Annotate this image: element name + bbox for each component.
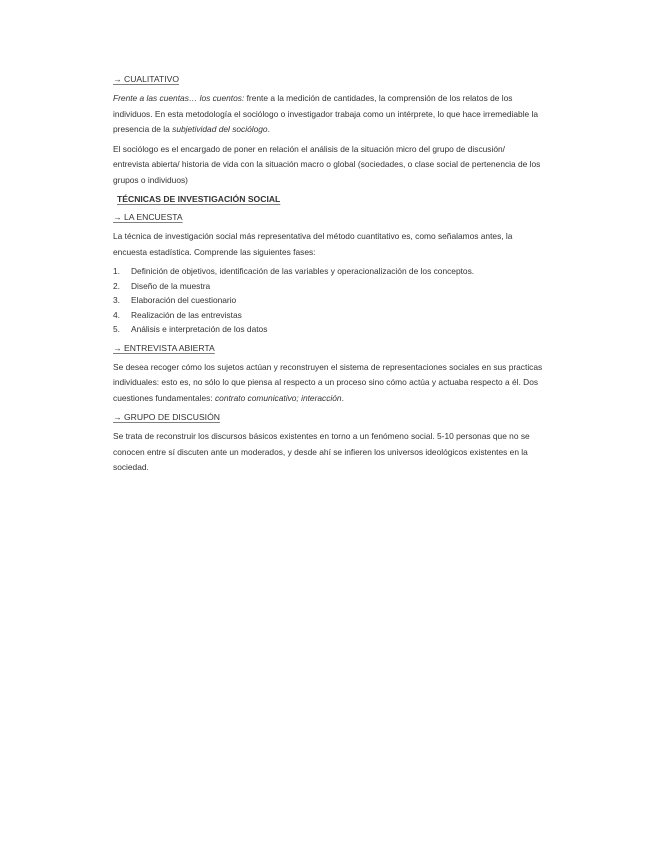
encuesta-phases-list bbox=[113, 264, 543, 337]
paragraph-encuesta-1: La técnica de investigación social más representativa del método cuantitativo es, como señalamos antes, la encuesta estadística. Comprende las siguientes fases: bbox=[113, 231, 513, 257]
paragraph-text: Se desea recoger cómo los sujetos actúan y reconstruyen el sistema de representaciones sociales en sus practicas individuales: esto es, no sólo lo que piensa al respecto a un proceso sino cómo actúa y actuaba respecto a él. Dos cuestiones fundamentales: bbox=[113, 361, 543, 403]
list-number: 4. bbox=[113, 309, 120, 320]
paragraph-text: frente a la medición de cantidades, la comprensión de los relatos de los individuos. En esta metodología el sociólogo o investigador trabaja como un intérprete, lo que hace irremediable la presencia de la bbox=[113, 93, 539, 134]
paragraph-text: . bbox=[341, 392, 344, 403]
italic-phrase: Frente a las cuentas… los cuentos: bbox=[113, 93, 245, 103]
list-text: Elaboración del cuestionario bbox=[131, 295, 237, 305]
list-text: Diseño de la muestra bbox=[131, 280, 211, 291]
list-number: 2. bbox=[113, 280, 120, 291]
list-item bbox=[113, 279, 543, 294]
list-text: Análisis e interpretación de los datos bbox=[131, 324, 268, 334]
paragraph-grupo-1: Se trata de reconstruir los discursos básicos existentes en torno a un fenómeno social. 5-10 personas que no se conocen entre sí discuten ante un moderados, y desde ahí se infieren los universos ideológicos existentes en la sociedad. bbox=[113, 431, 530, 472]
list-text: Realización de las entrevistas bbox=[131, 309, 242, 320]
list-item bbox=[113, 322, 543, 337]
section-heading-cualitativo: → CUALITATIVO bbox=[113, 74, 180, 84]
list-number: 5. bbox=[113, 324, 120, 334]
list-item bbox=[113, 308, 543, 323]
section-heading-tecnicas: TÉCNICAS DE INVESTIGACIÓN SOCIAL bbox=[117, 194, 281, 204]
list-item bbox=[113, 264, 543, 279]
section-heading-entrevista: → ENTREVISTA ABIERTA bbox=[113, 342, 215, 353]
list-number: 3. bbox=[113, 295, 120, 305]
section-heading-grupo: → GRUPO DE DISCUSIÓN bbox=[113, 412, 220, 422]
section-heading-encuesta: → LA ENCUESTA bbox=[113, 212, 183, 222]
italic-phrase: contrato comunicativo; interacción bbox=[214, 392, 342, 403]
list-text: Definición de objetivos, identificación de las variables y operacionalización de los conceptos. bbox=[131, 266, 475, 276]
paragraph-entrevista-1 bbox=[113, 360, 543, 407]
paragraph-cualitativo-2: El sociólogo es el encargado de poner en relación el análisis de la situación micro del grupo de discusión/ entrevista abierta/ historia de vida con la situación macro o global (sociedades, o clase social de pertenencia de los grupos o individuos) bbox=[113, 143, 541, 185]
list-item bbox=[113, 293, 543, 308]
italic-phrase: subjetividad del sociólogo bbox=[172, 124, 268, 134]
paragraph-text: . bbox=[267, 124, 270, 134]
paragraph-cualitativo-1 bbox=[113, 91, 543, 138]
list-number: 1. bbox=[113, 266, 120, 276]
document-page bbox=[113, 72, 543, 480]
